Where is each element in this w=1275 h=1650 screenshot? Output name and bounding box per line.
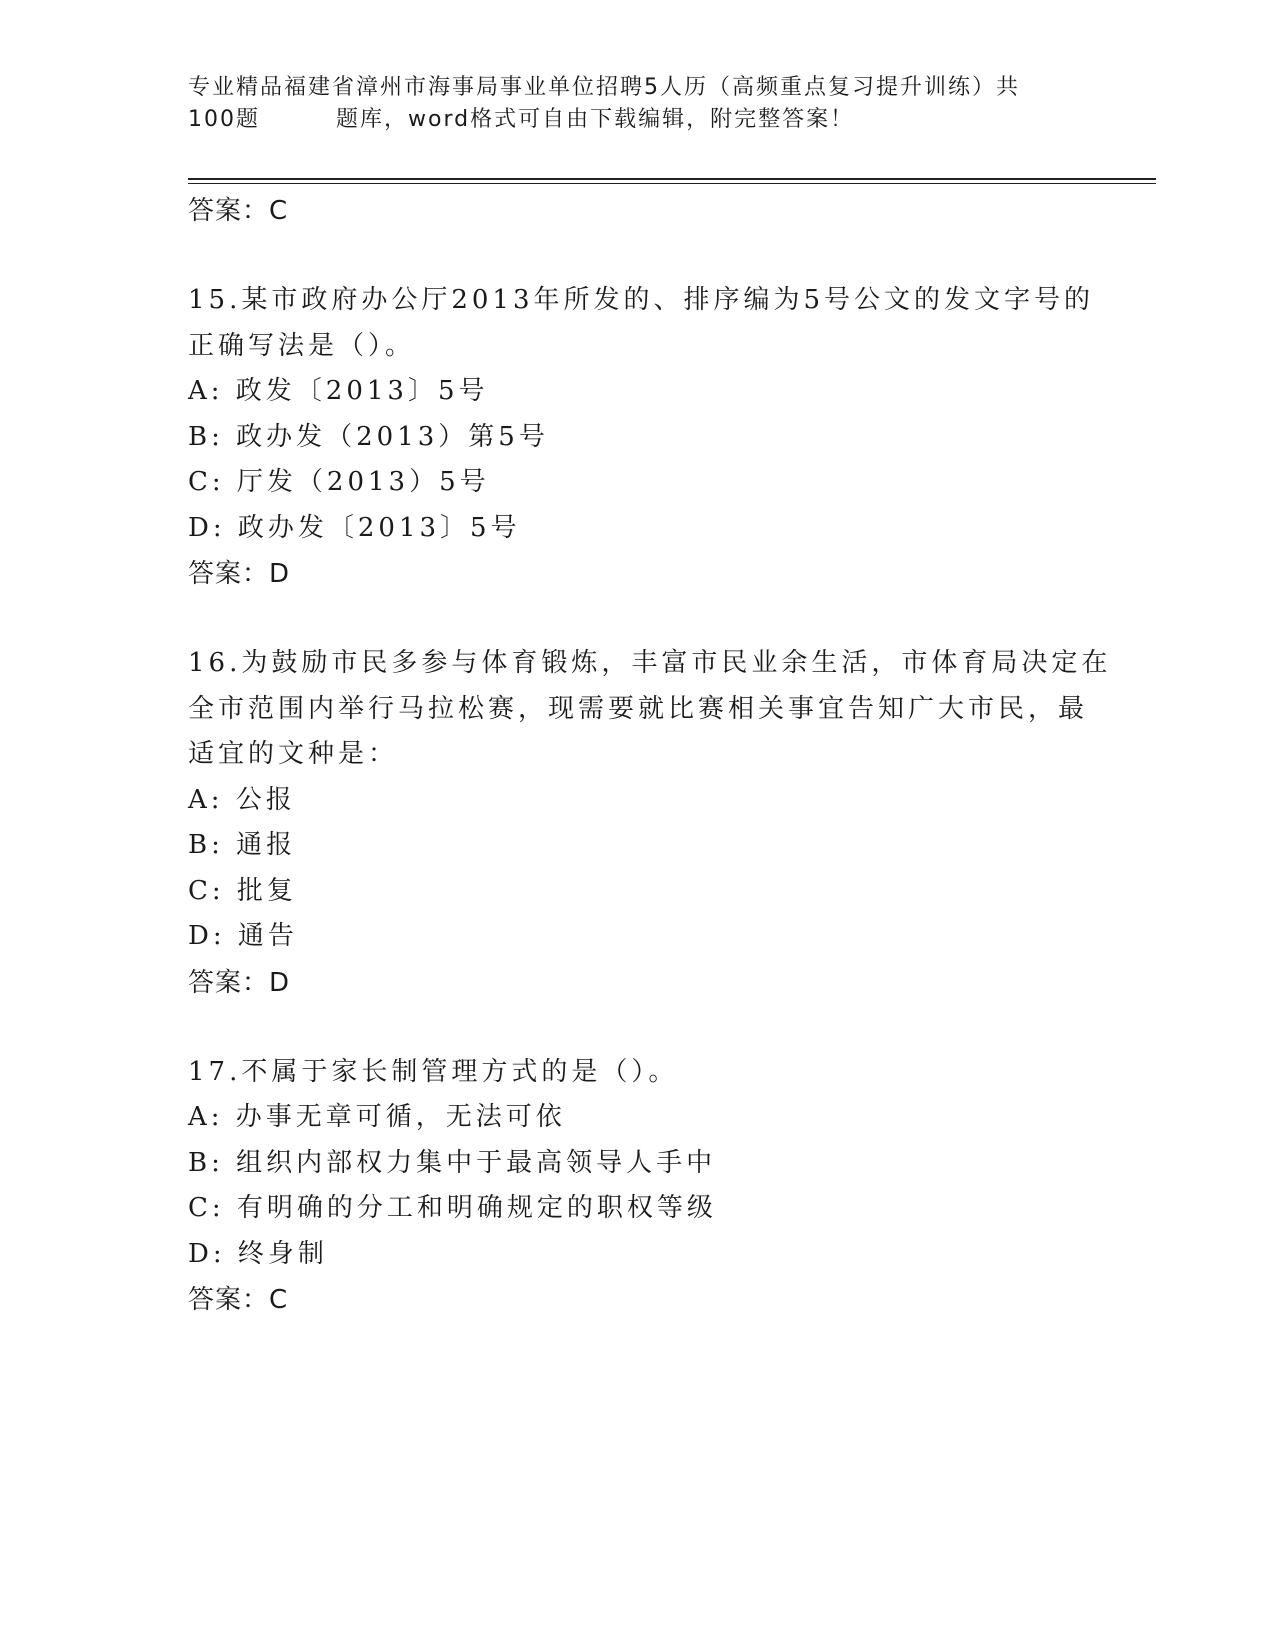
option-d: D: 终身制 [188,1238,328,1269]
header-divider [188,178,1156,180]
option-c: C: 批复 [188,875,297,906]
question-text: 适宜的文种是： [188,739,399,769]
question-item [188,1050,1088,1324]
option-c: C: 厅发（2013）5号 [188,467,490,497]
option-b: B: 组织内部权力集中于最高领导人手中 [188,1147,717,1178]
question-item [188,278,1095,597]
header-divider-thin [188,183,1156,184]
header-description: 题库，word格式可自由下载编辑，附完整答案！ [336,107,855,132]
header-title-line: 专业精品福建省漳州市海事局事业单位招聘5人历（高频重点复习提升训练）共 [188,75,1020,100]
previous-answer: 答案：C [188,196,289,226]
answer: 答案：D [188,967,291,998]
question-item [188,641,1112,1006]
option-d: D: 政办发〔2013〕5号 [188,512,521,543]
question-text: 正确写法是（）。 [188,330,416,361]
header-subtitle-line [188,104,1068,136]
header-question-count: 100题 [188,107,260,132]
answer: 答案：D [188,559,291,589]
question-text: 16.为鼓励市民多参与体育锻炼，丰富市民业余生活，市体育局决定在 [188,648,1112,678]
option-a: A: 政发〔2013〕5号 [188,376,489,406]
question-list [188,188,1112,1323]
option-d: D: 通告 [188,921,298,951]
option-c: C: 有明确的分工和明确规定的职权等级 [188,1193,717,1223]
option-a: A: 公报 [188,784,296,815]
question-text: 17.不属于家长制管理方式的是（）。 [188,1056,679,1087]
option-a: A: 办事无章可循，无法可依 [188,1102,566,1132]
option-b: B: 政办发（2013）第5号 [188,421,549,452]
question-text: 15.某市政府办公厅2013年所发的、排序编为5号公文的发文字号的 [188,285,1095,315]
question-text: 全市范围内举行马拉松赛，现需要就比赛相关事宜告知广大市民，最 [188,693,1089,724]
answer: 答案：C [188,1285,289,1315]
option-b: B: 通报 [188,830,297,860]
page-header [188,72,1068,136]
